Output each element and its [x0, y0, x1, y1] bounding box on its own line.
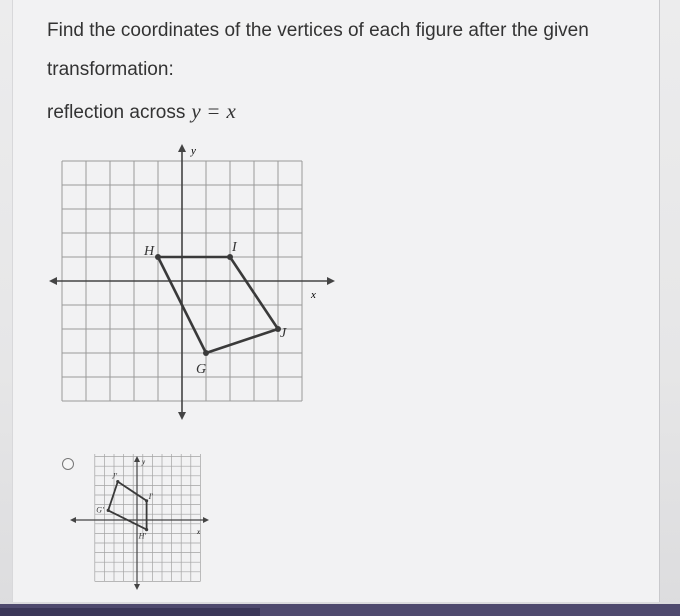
vertex-point — [203, 350, 209, 356]
choice-a-vertex-point — [107, 509, 110, 512]
y-axis-up-arrow-icon — [178, 144, 186, 152]
vertex-label: H — [144, 244, 155, 259]
bottom-strip — [0, 608, 260, 616]
equation-lhs: y — [191, 99, 201, 123]
choice-a-x-left-arrow-icon — [70, 517, 76, 523]
transformation-label: reflection across — [47, 102, 186, 123]
choice-a-x-axis-label: x — [197, 528, 201, 536]
vertex-label: I — [232, 240, 237, 255]
transformation-prompt — [47, 100, 236, 124]
vertex-label: J — [280, 326, 287, 341]
y-axis-down-arrow-icon — [178, 412, 186, 420]
choice-a-vertices — [96, 472, 153, 541]
equation-rhs: x — [226, 99, 236, 123]
answer-option-a-graph — [69, 454, 213, 604]
equation-operator: = — [207, 99, 220, 123]
choice-a-vertex-label: H' — [138, 531, 147, 541]
question-text-line2: transformation: — [47, 59, 174, 80]
choice-a-grid — [95, 454, 201, 581]
y-axis-label: y — [191, 145, 196, 157]
choice-a-y-down-arrow-icon — [134, 584, 140, 590]
choice-a-vertex-label: G' — [96, 505, 104, 515]
x-axis-right-arrow-icon — [327, 277, 335, 285]
choice-a-x-right-arrow-icon — [203, 517, 209, 523]
choice-a-vertex-label: I' — [148, 491, 153, 501]
vertex-point — [155, 254, 161, 260]
question-text-line1: Find the coordinates of the vertices of each figure after the given — [47, 20, 589, 41]
choice-a-y-axis-label: y — [142, 458, 146, 466]
x-axis-left-arrow-icon — [49, 277, 57, 285]
vertex-label: G — [196, 362, 207, 377]
x-axis-label: x — [311, 289, 316, 301]
question-card — [12, 0, 660, 602]
main-coordinate-graph — [41, 138, 341, 428]
choice-a-vertex-label: J' — [111, 471, 118, 481]
